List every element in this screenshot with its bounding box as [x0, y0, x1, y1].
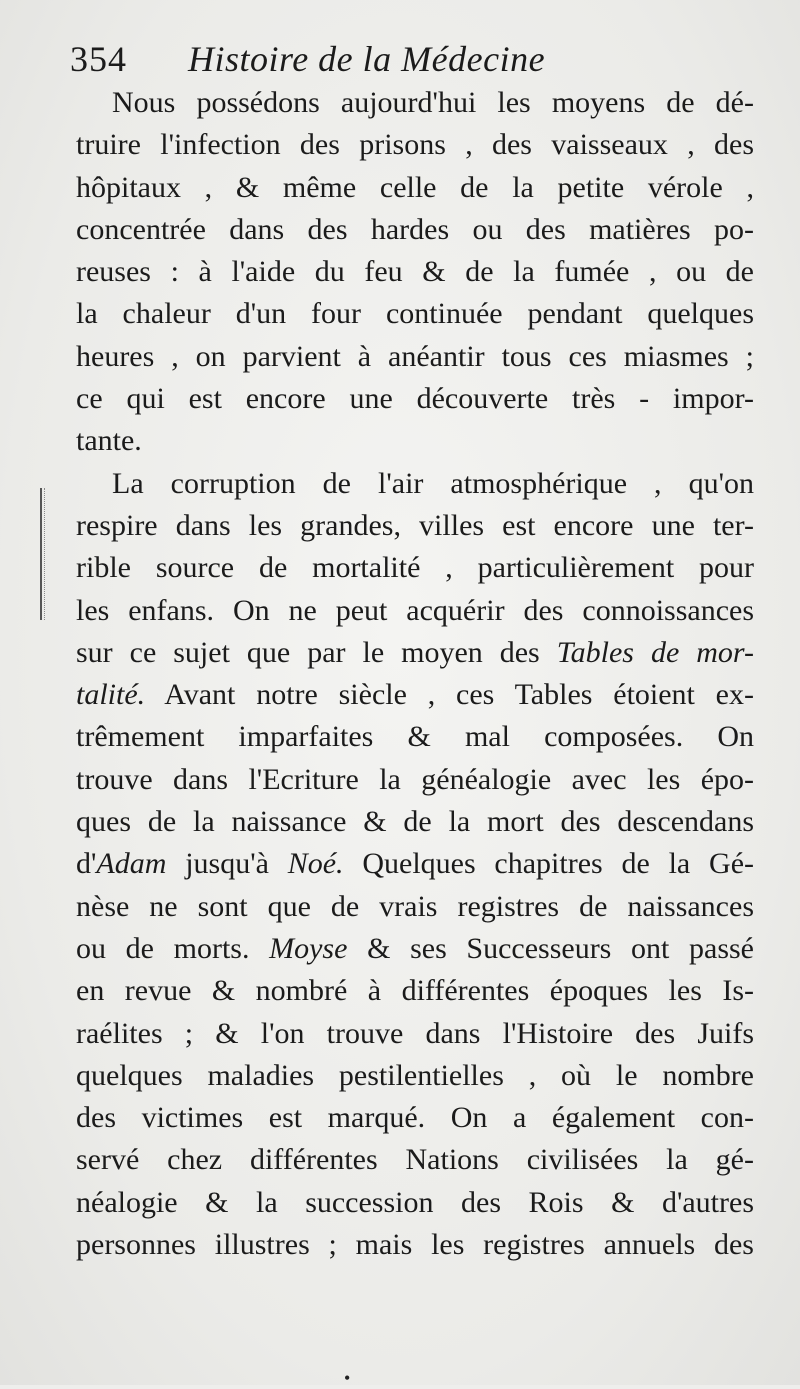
text-line: néalogie & la succession des Rois & d'autres	[76, 1185, 754, 1219]
margin-bracket-mark	[40, 488, 58, 620]
text-line: talité. Avant notre siècle , ces Tables étoient ex-	[76, 678, 754, 712]
text-line: raélites ; & l'on trouve dans l'Histoire des Juifs	[76, 1016, 754, 1050]
text-line: concentrée dans des hardes ou des matières po-	[76, 212, 754, 246]
text-line: trouve dans l'Ecriture la généalogie avec les épo-	[76, 762, 754, 796]
text-line: personnes illustres ; mais les registres annuels des	[76, 1228, 754, 1262]
text-line: rible source de mortalité , particulièrement pour	[76, 551, 754, 585]
text-line: servé chez différentes Nations civilisées la gé-	[76, 1143, 754, 1177]
text-line: heures , on parvient à anéantir tous ces miasmes ;	[76, 339, 754, 373]
text-line: en revue & nombré à différentes époques les Is-	[76, 974, 754, 1008]
text-line: tante.	[76, 424, 142, 458]
text-line: La corruption de l'air atmosphérique , qu'on	[112, 466, 754, 500]
text-line: nèse ne sont que de vrais registres de naissances	[76, 889, 754, 923]
printer-signature-mark: •	[344, 1368, 351, 1388]
body-text	[76, 82, 754, 1266]
text-line: ou de morts. Moyse & ses Successeurs ont passé	[76, 931, 754, 965]
text-line: trêmement imparfaites & mal composées. On	[76, 720, 754, 754]
text-line: ce qui est encore une découverte très - impor-	[76, 382, 754, 416]
text-line: truire l'infection des prisons , des vaisseaux , des	[76, 128, 754, 162]
text-line: ques de la naissance & de la mort des descendans	[76, 805, 754, 839]
text-line: quelques maladies pestilentielles , où le nombre	[76, 1058, 754, 1092]
running-title: Histoire de la Médecine	[188, 39, 546, 79]
text-line: d'Adam jusqu'à Noé. Quelques chapitres de la Gé-	[76, 847, 754, 881]
text-line: reuses : à l'aide du feu & de la fumée , ou de	[76, 255, 754, 289]
text-line: les enfans. On ne peut acquérir des connoissances	[76, 593, 754, 627]
text-line: la chaleur d'un four continuée pendant quelques	[76, 297, 754, 331]
text-line: sur ce sujet que par le moyen des Tables de mor-	[76, 635, 754, 669]
page-number: 354	[70, 39, 127, 79]
text-line: respire dans les grandes, villes est encore une ter-	[76, 508, 754, 542]
text-line: hôpitaux , & même celle de la petite vérole ,	[76, 170, 754, 204]
text-line: Nous possédons aujourd'hui les moyens de dé-	[112, 86, 754, 119]
text-line: des victimes est marqué. On a également con-	[76, 1101, 754, 1135]
